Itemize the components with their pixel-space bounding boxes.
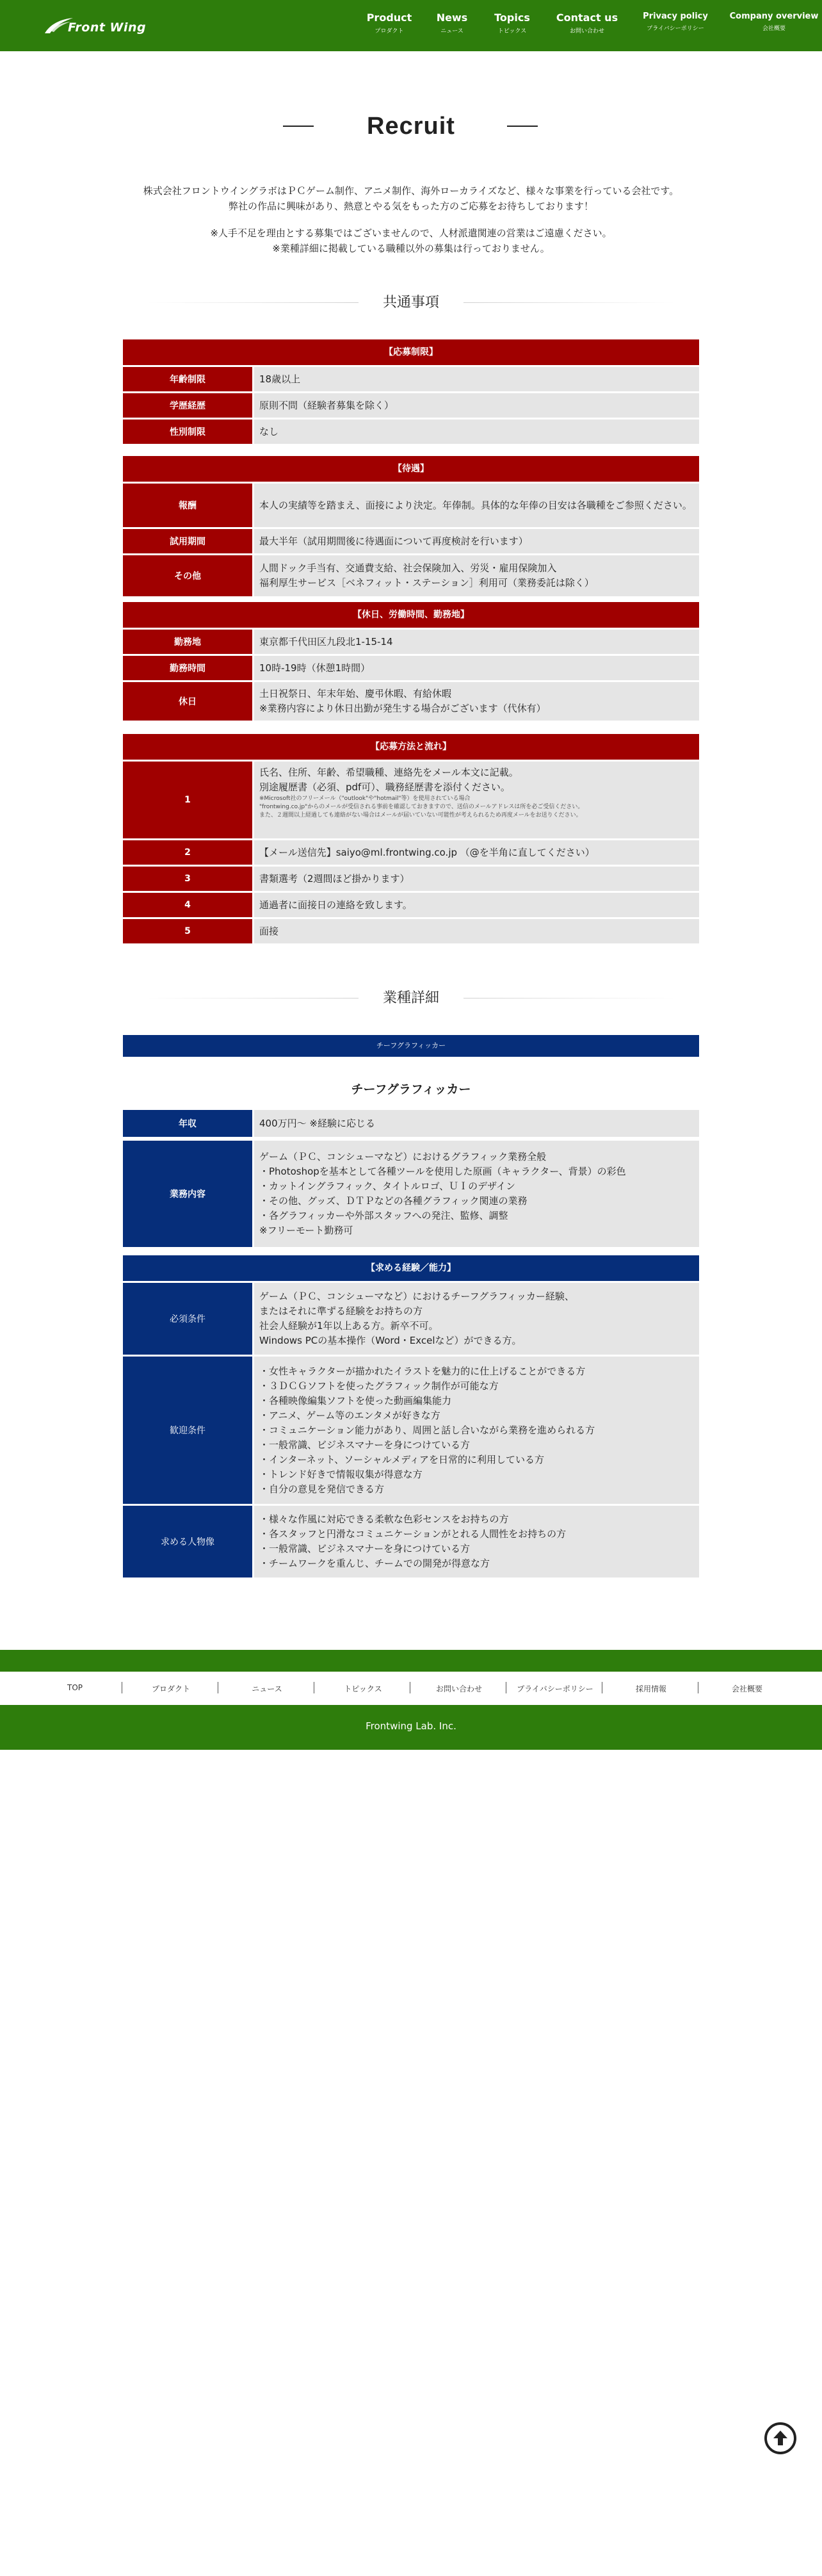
arrow-up-circle-icon: [767, 2425, 794, 2452]
row-value: 10時-19時（休憩1時間）: [254, 656, 699, 680]
table-row: [123, 1357, 699, 1504]
duty-line: ・各グラフィッカーや外部スタッフへの発注、監修、調整: [259, 1210, 508, 1221]
small-note: また、２週間以上経過しても連絡がない場合はメールが届いていない可能性が考えられるため再度メールをお送りください。: [259, 812, 582, 819]
duty-line: ゲーム（ＰＣ、コンシューマなど）におけるグラフィック業務全般: [259, 1151, 547, 1162]
row-label: 勤務地: [123, 630, 252, 654]
notes-text: [96, 225, 726, 256]
table-row: [123, 1141, 699, 1247]
row-value-line: 福利厚生サービス［ベネフィット・ステーション］利用可（業務委託は除く）: [259, 577, 594, 589]
row-label: 年齢制限: [123, 367, 252, 391]
footer-link-news[interactable]: ニュース: [252, 1684, 282, 1693]
nav-product[interactable]: [364, 12, 415, 35]
welcome-line: ・各種映像編集ソフトを使った動画編集能力: [259, 1394, 452, 1406]
nav-product-sub: プロダクト: [375, 28, 404, 35]
nav-product-label: Product: [366, 12, 412, 24]
welcome-line: ・アニメ、ゲーム等のエンタメが好きな方: [259, 1409, 440, 1421]
requirements-header: 【応募制限】: [123, 339, 699, 365]
section-heading-details-text: 業種詳細: [382, 990, 439, 1006]
table-row: [123, 656, 699, 680]
title-line-right: [507, 126, 538, 127]
person-line: ・各スタッフと円滑なコミュニケーションがとれる人間性をお持ちの方: [259, 1528, 567, 1540]
work-table: [123, 602, 699, 721]
nav-company[interactable]: [727, 12, 821, 32]
treatment-header: 【待遇】: [123, 456, 699, 482]
footer-link-topics[interactable]: トピックス: [344, 1684, 382, 1693]
welcome-line: ・インターネット、ソーシャルメディアを日常的に利用している方: [259, 1453, 545, 1465]
row-value-line: ※業務内容により休日出勤が発生する場合がございます（代休有）: [259, 703, 546, 714]
note-line-1: ※人手不足を理由とする募集ではございませんので、人材派遣関連の営業はご遠慮ください。: [210, 227, 612, 239]
row-label: 求める人物像: [123, 1506, 252, 1577]
row-label: 歓迎条件: [123, 1357, 252, 1504]
row-value: [254, 1357, 699, 1504]
row-value-line: 土日祝祭日、年末年始、慶弔休暇、有給休暇: [259, 688, 452, 699]
copyright: Frontwing Lab. Inc.: [366, 1720, 456, 1732]
nav-topics-label: Topics: [494, 12, 530, 24]
note-line-2: ※業種詳細に掲載している職種以外の募集は行っておりません。: [272, 243, 550, 254]
duty-line: ・カットイングラフィック、タイトルロゴ、ＵＩのデザイン: [259, 1180, 516, 1192]
row-value: 400万円〜 ※経験に応じる: [254, 1110, 699, 1137]
required-line: ゲーム（ＰＣ、コンシューマなど）におけるチーフグラフィッカー経験、: [259, 1291, 574, 1302]
row-value: [254, 762, 699, 838]
small-note: ※Microsoft社のフリーメール（"outlook"や"hotmail"等）を使用されている場合: [259, 795, 471, 802]
nav-topics[interactable]: [490, 12, 534, 35]
row-value: [254, 555, 699, 596]
treatment-table: [123, 456, 699, 596]
nav-news[interactable]: [433, 12, 471, 35]
row-label: 休日: [123, 682, 252, 721]
row-value: 18歳以上: [254, 367, 699, 391]
nav-company-label: Company overview: [729, 12, 819, 21]
row-value: [254, 1283, 699, 1355]
work-header: 【休日、労働時間、勤務地】: [123, 602, 699, 628]
welcome-line: ・コミュニケーション能力があり、周囲と話し合いながら業務を進められる方: [259, 1424, 595, 1436]
intro-text: [96, 183, 726, 214]
row-value-line: 別途履歴書（必須、pdf可）、職務経歴書を添付ください。: [259, 781, 510, 793]
row-value: 面接: [254, 919, 699, 943]
row-label: 業務内容: [123, 1141, 252, 1247]
row-label: その他: [123, 555, 252, 596]
back-to-top-button[interactable]: [764, 2422, 796, 2454]
footer-link-recruit[interactable]: 採用情報: [635, 1684, 666, 1693]
table-row: [123, 393, 699, 418]
duty-line: ※フリーモート勤務可: [259, 1225, 353, 1236]
apply-header: 【応募方法と流れ】: [123, 734, 699, 760]
row-label: 2: [123, 840, 252, 865]
row-label: 学歴経歴: [123, 393, 252, 418]
row-value: 東京都千代田区九段北1-15-14: [254, 630, 699, 654]
nav-privacy-label: Privacy policy: [643, 12, 708, 21]
row-label: 試用期間: [123, 529, 252, 553]
row-label: 1: [123, 762, 252, 838]
row-value: 最大半年（試用期間後に待遇面について再度検討を行います）: [254, 529, 699, 553]
row-label: 報酬: [123, 484, 252, 527]
row-label: 3: [123, 867, 252, 891]
required-line: Windows PCの基本操作（Word・Excelなど）ができる方。: [259, 1335, 522, 1346]
site-header: [0, 0, 822, 51]
welcome-line: ・トレンド好きで情報収集が得意な方: [259, 1468, 423, 1480]
row-value-line: 氏名、住所、年齢、希望職種、連絡先をメール本文に記載。: [259, 767, 519, 778]
requirements-table: [123, 339, 699, 444]
row-value: 原則不問（経験者募集を除く）: [254, 393, 699, 418]
table-row: [123, 367, 699, 391]
job-table: [123, 1110, 699, 1247]
experience-header: 【求める経験／能力】: [123, 1255, 699, 1281]
table-row: [123, 1506, 699, 1577]
row-label: 勤務時間: [123, 656, 252, 680]
page-title-wrap: [0, 113, 822, 140]
table-row: [123, 1110, 699, 1137]
footer-link-top[interactable]: TOP: [67, 1683, 83, 1692]
site-logo[interactable]: [44, 17, 146, 36]
person-line: ・チームワークを重んじ、チームでの開発が得意な方: [259, 1558, 490, 1569]
table-row: [123, 630, 699, 654]
row-value: [254, 1141, 699, 1247]
person-line: ・様々な作風に対応できる柔軟な色彩センスをお持ちの方: [259, 1513, 509, 1525]
table-row: [123, 919, 699, 943]
footer-band-top: [0, 1650, 822, 1672]
nav-privacy-sub: プライバシーポリシー: [647, 26, 704, 32]
heading-line-right: [463, 998, 675, 999]
nav-news-sub: ニュース: [440, 28, 463, 35]
row-value-line: 人間ドック手当有、交通費支給、社会保険加入、労災・雇用保険加入: [259, 562, 557, 574]
table-row: [123, 867, 699, 891]
nav-news-label: News: [436, 12, 468, 24]
table-row: [123, 555, 699, 596]
nav-contact[interactable]: [553, 12, 621, 35]
page-title: Recruit: [367, 113, 455, 140]
row-label: 年収: [123, 1110, 252, 1137]
section-heading-common: [122, 292, 700, 314]
welcome-line: ・自分の意見を発信できる方: [259, 1483, 385, 1495]
job-tab-chief-graphic[interactable]: チーフグラフィッカー: [123, 1035, 699, 1057]
row-value: 通過者に面接日の連絡を致します。: [254, 893, 699, 917]
table-row: [123, 893, 699, 917]
section-heading-common-text: 共通事項: [382, 295, 439, 311]
small-note: "frontwing.co.jp"からのメールが受信される事前を確認しておきますので、送信のメールアドレスは所を必ご受信ください。: [259, 804, 584, 810]
nav-privacy[interactable]: [635, 12, 716, 32]
footer-nav: [0, 1672, 822, 1705]
welcome-line: ・女性キャラクターが描かれたイラストを魅力的に仕上げることができる方: [259, 1365, 586, 1377]
person-line: ・一般常識、ビジネスマナーを身につけている方: [259, 1543, 470, 1554]
table-row: [123, 1283, 699, 1355]
nav-company-sub: 会社概要: [762, 26, 786, 32]
logo-text: Front Wing: [68, 20, 147, 35]
job-title: チーフグラフィッカー: [351, 1082, 471, 1096]
intro-line-2: 弊社の作品に興味があり、熱意とやる気をもった方のご応募をお待ちしております！: [228, 200, 593, 212]
table-row: [123, 682, 699, 721]
duty-line: ・その他、グッズ、ＤＴＰなどの各種グラフィック関連の業務: [259, 1195, 528, 1207]
heading-line-right: [463, 302, 675, 303]
table-row: [123, 484, 699, 527]
table-row: [123, 762, 699, 838]
footer-link-privacy[interactable]: プライバシーポリシー: [517, 1684, 593, 1693]
section-heading-details: [122, 988, 700, 1009]
table-row: [123, 840, 699, 865]
experience-table: [123, 1255, 699, 1577]
row-label: 必須条件: [123, 1283, 252, 1355]
welcome-line: ・一般常識、ビジネスマナーを身につけている方: [259, 1439, 470, 1451]
row-value: 書類選考（2週間ほど掛かります）: [254, 867, 699, 891]
row-label: 性別制限: [123, 420, 252, 444]
row-value: なし: [254, 420, 699, 444]
row-value: 本人の実績等を踏まえ、面接により決定。年俸制。具体的な年俸の目安は各職種をご参照ください。: [254, 484, 699, 527]
row-value: [254, 682, 699, 721]
duty-line: ・Photoshopを基本として各種ツールを使用した原画（キャラクター、背景）の彩色: [259, 1166, 626, 1177]
required-line: 社会人経験が1年以上ある方。新卒不可。: [259, 1320, 439, 1332]
required-line: またはそれに準ずる経験をお持ちの方: [259, 1305, 423, 1317]
footer-link-contact[interactable]: お問い合わせ: [435, 1684, 482, 1693]
footer-link-company[interactable]: 会社概要: [731, 1684, 762, 1693]
table-row: [123, 420, 699, 444]
nav-topics-sub: トピックス: [497, 28, 527, 35]
nav-contact-label: Contact us: [556, 12, 618, 24]
intro-line-1: 株式会社フロントウイングラボはＰＣゲーム制作、アニメ制作、海外ローカライズなど、様々な事業を行っている会社です。: [143, 185, 679, 197]
row-label: 4: [123, 893, 252, 917]
row-value: [254, 1506, 699, 1577]
apply-table: [123, 734, 699, 943]
row-value: 【メール送信先】saiyo@ml.frontwing.co.jp （@を半角に直してください）: [254, 840, 699, 865]
footer-link-product[interactable]: プロダクト: [151, 1684, 190, 1693]
table-row: [123, 529, 699, 553]
row-label: 5: [123, 919, 252, 943]
nav-contact-sub: お問い合わせ: [569, 28, 604, 35]
welcome-line: ・３ＤＣＧソフトを使ったグラフィック制作が可能な方: [259, 1380, 499, 1392]
